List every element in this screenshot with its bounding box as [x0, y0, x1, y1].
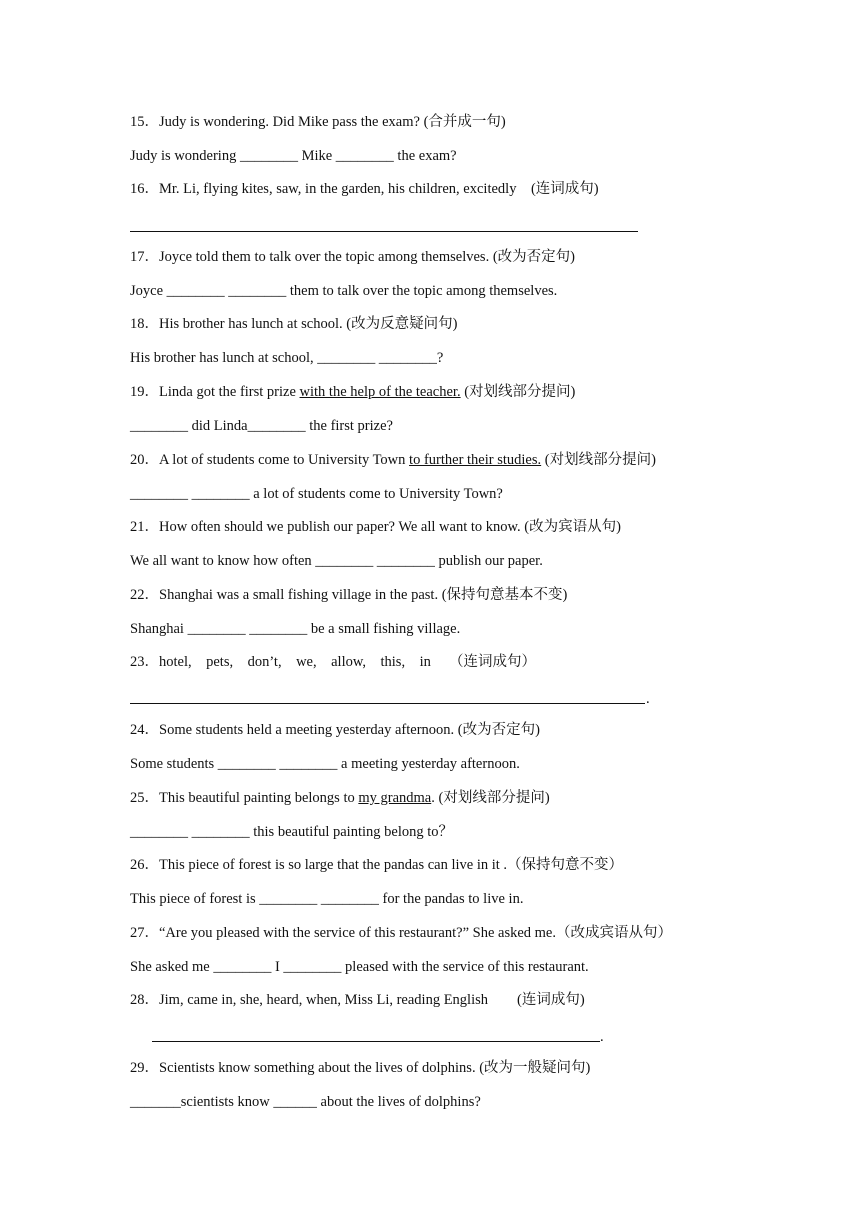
answer-text: Shanghai ________ ________ be a small fishing village. [130, 621, 461, 637]
answer-24[interactable] [130, 755, 520, 773]
question-22 [130, 586, 567, 604]
question-27 [130, 924, 672, 942]
question-21 [130, 518, 621, 536]
question-24 [130, 721, 540, 739]
answer-22[interactable] [130, 620, 460, 638]
answer-21[interactable] [130, 552, 543, 570]
question-text: 26．This piece of forest is so large that the pandas can live in it .（保持句意不变） [130, 857, 624, 873]
answer-text: We all want to know how often ________ ________ publish our paper. [130, 553, 543, 569]
question-text: 15．Judy is wondering. Did Mike pass the exam? (合并成一句) [130, 114, 506, 130]
answer-25[interactable] [130, 823, 453, 841]
underlined-phrase: to further their studies. [409, 452, 542, 468]
answer-17[interactable] [130, 282, 557, 300]
question-text: 17．Joyce told them to talk over the topic among themselves. (改为否定句) [130, 249, 575, 265]
answer-period: . [646, 691, 650, 707]
answer-19[interactable] [130, 417, 393, 435]
answer-29[interactable] [130, 1093, 481, 1111]
question-instruction: (对划线部分提问) [460, 384, 576, 400]
answer-15[interactable] [130, 147, 457, 165]
question-17 [130, 248, 575, 266]
question-text: 27．“Are you pleased with the service of this restaurant?” She asked me.（改成宾语从句） [130, 925, 672, 941]
answer-18[interactable] [130, 349, 443, 367]
question-16 [130, 180, 599, 198]
question-29 [130, 1059, 590, 1077]
answer-text: Some students ________ ________ a meeting yesterday afternoon. [130, 756, 520, 772]
question-text: 21．How often should we publish our paper? We all want to know. (改为宾语从句) [130, 519, 621, 535]
question-instruction: . (对划线部分提问) [431, 790, 550, 806]
question-19 [130, 383, 575, 401]
question-15 [130, 113, 506, 131]
question-text: 20．A lot of students come to University Town [130, 452, 410, 468]
answer-period: . [600, 1029, 604, 1045]
answer-text: ________ ________ a lot of students come to University Town? [130, 486, 503, 502]
question-20 [130, 451, 656, 469]
answer-line-28[interactable] [152, 1041, 600, 1042]
question-text: 22．Shanghai was a small fishing village in the past. (保持句意基本不变) [130, 587, 568, 603]
question-28 [130, 991, 585, 1009]
answer-text: _______scientists know ______ about the lives of dolphins? [130, 1094, 481, 1110]
question-25 [130, 789, 550, 807]
question-text: 28．Jim, came in, she, heard, when, Miss Li, reading English (连词成句) [130, 992, 585, 1008]
question-instruction: (对划线部分提问) [541, 452, 656, 468]
question-text: 16．Mr. Li, flying kites, saw, in the garden, his children, excitedly (连词成句) [130, 181, 599, 197]
question-text: 19．Linda got the first prize [130, 384, 300, 400]
answer-27[interactable] [130, 958, 589, 976]
answer-text: This piece of forest is ________ ________ for the pandas to live in. [130, 891, 524, 907]
answer-text: His brother has lunch at school, ________ ________? [130, 350, 444, 366]
answer-line-16[interactable] [130, 231, 638, 232]
answer-20[interactable] [130, 485, 503, 503]
answer-text: She asked me ________ I ________ pleased with the service of this restaurant. [130, 959, 589, 975]
answer-text: Joyce ________ ________ them to talk over the topic among themselves. [130, 283, 558, 299]
question-text: 24．Some students held a meeting yesterday afternoon. (改为否定句) [130, 722, 540, 738]
underlined-phrase: my grandma [358, 790, 432, 806]
question-18 [130, 315, 457, 333]
question-text: 29．Scientists know something about the lives of dolphins. (改为一般疑问句) [130, 1060, 591, 1076]
answer-text: ________ did Linda________ the first prize? [130, 418, 393, 434]
answer-text: Judy is wondering ________ Mike ________ the exam? [130, 148, 457, 164]
underlined-phrase: with the help of the teacher. [299, 384, 461, 400]
answer-26[interactable] [130, 890, 523, 908]
question-text: 18．His brother has lunch at school. (改为反意疑问句) [130, 316, 458, 332]
question-text: 23．hotel, pets, don’t, we, allow, this, in （连词成句） [130, 654, 536, 670]
question-23 [130, 653, 536, 671]
answer-line-23[interactable] [130, 703, 645, 704]
answer-text: ________ ________ this beautiful painting belong to？ [130, 824, 454, 840]
question-26 [130, 856, 623, 874]
question-text: 25．This beautiful painting belongs to [130, 790, 359, 806]
